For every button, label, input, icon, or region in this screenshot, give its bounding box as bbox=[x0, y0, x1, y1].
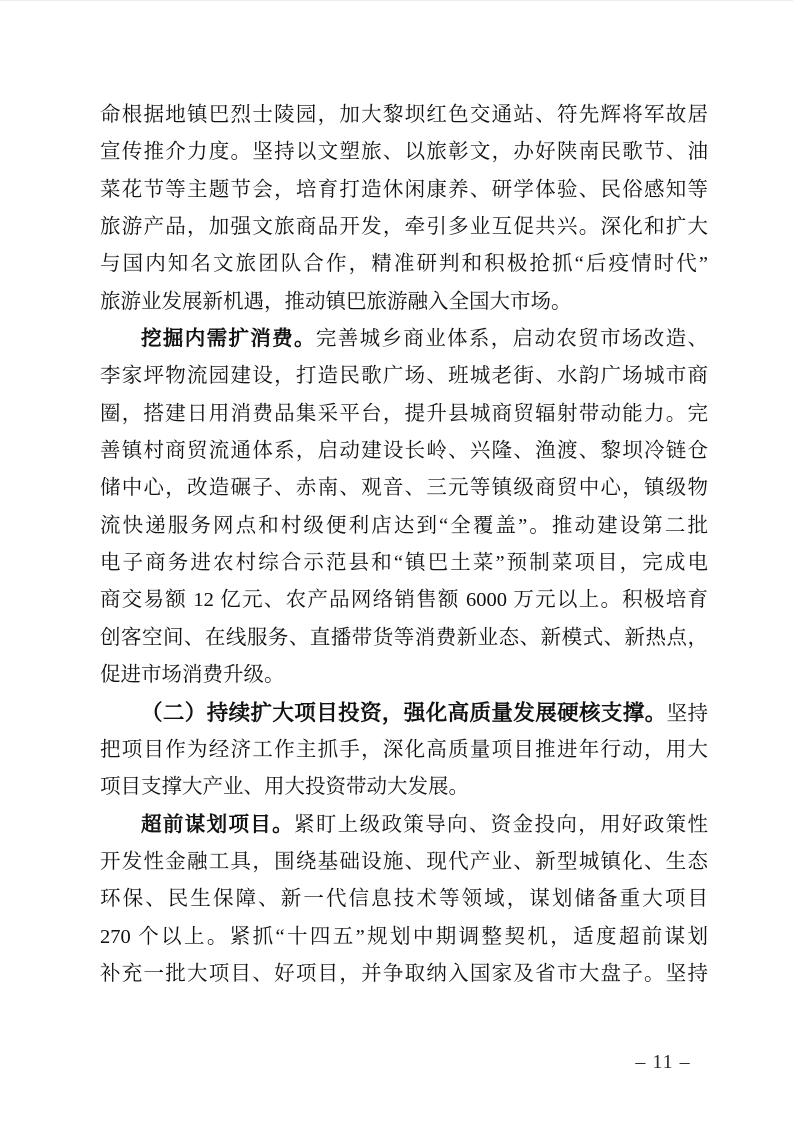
text-line bbox=[100, 657, 708, 694]
paragraph-lead-text: 挖掘内需扩消费。 bbox=[141, 328, 316, 351]
body-text: 补充一批大项目、好项目，并争取纳入国家及省市大盘子。坚持 bbox=[100, 962, 708, 985]
text-line bbox=[100, 134, 708, 171]
text-line bbox=[100, 807, 708, 844]
body-text: 与国内知名文旅团队合作，精准研判和积极抢抓“后疫情时代” bbox=[100, 253, 708, 276]
body-text: 紧盯上级政策导向、资金投向，用好政策性 bbox=[294, 813, 708, 836]
text-line bbox=[100, 172, 708, 209]
body-text: 把项目作为经济工作主抓手，深化高质量项目推进年行动，用大 bbox=[100, 738, 708, 761]
text-line bbox=[100, 545, 708, 582]
body-text: 促进市场消费升级。 bbox=[100, 664, 285, 687]
text-line bbox=[100, 844, 708, 881]
body-text: 储中心，改造碾子、赤南、观音、三元等镇级商贸中心，镇级物 bbox=[100, 477, 708, 500]
text-line bbox=[100, 620, 708, 657]
text-line bbox=[100, 470, 708, 507]
body-text: 开发性金融工具，围绕基础设施、现代产业、新型城镇化、生态 bbox=[100, 850, 708, 873]
body-text: 完善城乡商业体系，启动农贸市场改造、 bbox=[315, 328, 708, 351]
text-line bbox=[100, 209, 708, 246]
text-line bbox=[100, 97, 708, 134]
text-line bbox=[100, 919, 708, 956]
body-text: 商交易额 12 亿元、农产品网络销售额 6000 万元以上。积极培育 bbox=[100, 589, 708, 612]
body-text: 坚持 bbox=[666, 702, 708, 725]
section-heading-text: （二）持续扩大项目投资，强化高质量发展硬核支撑。 bbox=[141, 700, 667, 725]
text-line bbox=[100, 396, 708, 433]
text-line bbox=[100, 246, 708, 283]
body-text: 善镇村商贸流通体系，启动建设长岭、兴隆、渔渡、黎坝冷链仓 bbox=[100, 440, 708, 463]
text-line bbox=[100, 732, 708, 769]
paragraph-lead-text: 超前谋划项目。 bbox=[141, 813, 295, 836]
text-line bbox=[100, 695, 708, 732]
body-text: 旅游产品，加强文旅商品开发，牵引多业互促共兴。深化和扩大 bbox=[100, 216, 708, 239]
text-line bbox=[100, 284, 708, 321]
body-text: 菜花节等主题节会，培育打造休闲康养、研学体验、民俗感知等 bbox=[100, 178, 708, 201]
body-text: 项目支撑大产业、用大投资带动大发展。 bbox=[100, 776, 469, 799]
page-number: – 11 – bbox=[635, 1051, 691, 1073]
body-text: 270 个以上。紧抓“十四五”规划中期调整契机，适度超前谋划 bbox=[100, 925, 708, 948]
text-line bbox=[100, 508, 708, 545]
body-text: 李家坪物流园建设，打造民歌广场、班城老街、水韵广场城市商 bbox=[100, 365, 708, 388]
document-body bbox=[100, 97, 708, 993]
text-line bbox=[100, 881, 708, 918]
body-text: 环保、民生保障、新一代信息技术等领域，谋划储备重大项目 bbox=[100, 888, 708, 911]
text-line bbox=[100, 956, 708, 993]
body-text: 电子商务进农村综合示范县和“镇巴土菜”预制菜项目，完成电 bbox=[100, 552, 708, 575]
body-text: 旅游业发展新机遇，推动镇巴旅游融入全国大市场。 bbox=[100, 290, 572, 313]
body-text: 圈，搭建日用消费品集采平台，提升县城商贸辐射带动能力。完 bbox=[100, 402, 708, 425]
body-text: 流快递服务网点和村级便利店达到“全覆盖”。推动建设第二批 bbox=[100, 514, 708, 537]
text-line bbox=[100, 769, 708, 806]
text-line bbox=[100, 582, 708, 619]
text-line bbox=[100, 358, 708, 395]
text-line bbox=[100, 321, 708, 358]
body-text: 创客空间、在线服务、直播带货等消费新业态、新模式、新热点， bbox=[100, 626, 708, 649]
text-line bbox=[100, 433, 708, 470]
body-text: 命根据地镇巴烈士陵园，加大黎坝红色交通站、符先辉将军故居 bbox=[100, 104, 708, 126]
body-text: 宣传推介力度。坚持以文塑旅、以旅彰文，办好陕南民歌节、油 bbox=[100, 141, 708, 164]
